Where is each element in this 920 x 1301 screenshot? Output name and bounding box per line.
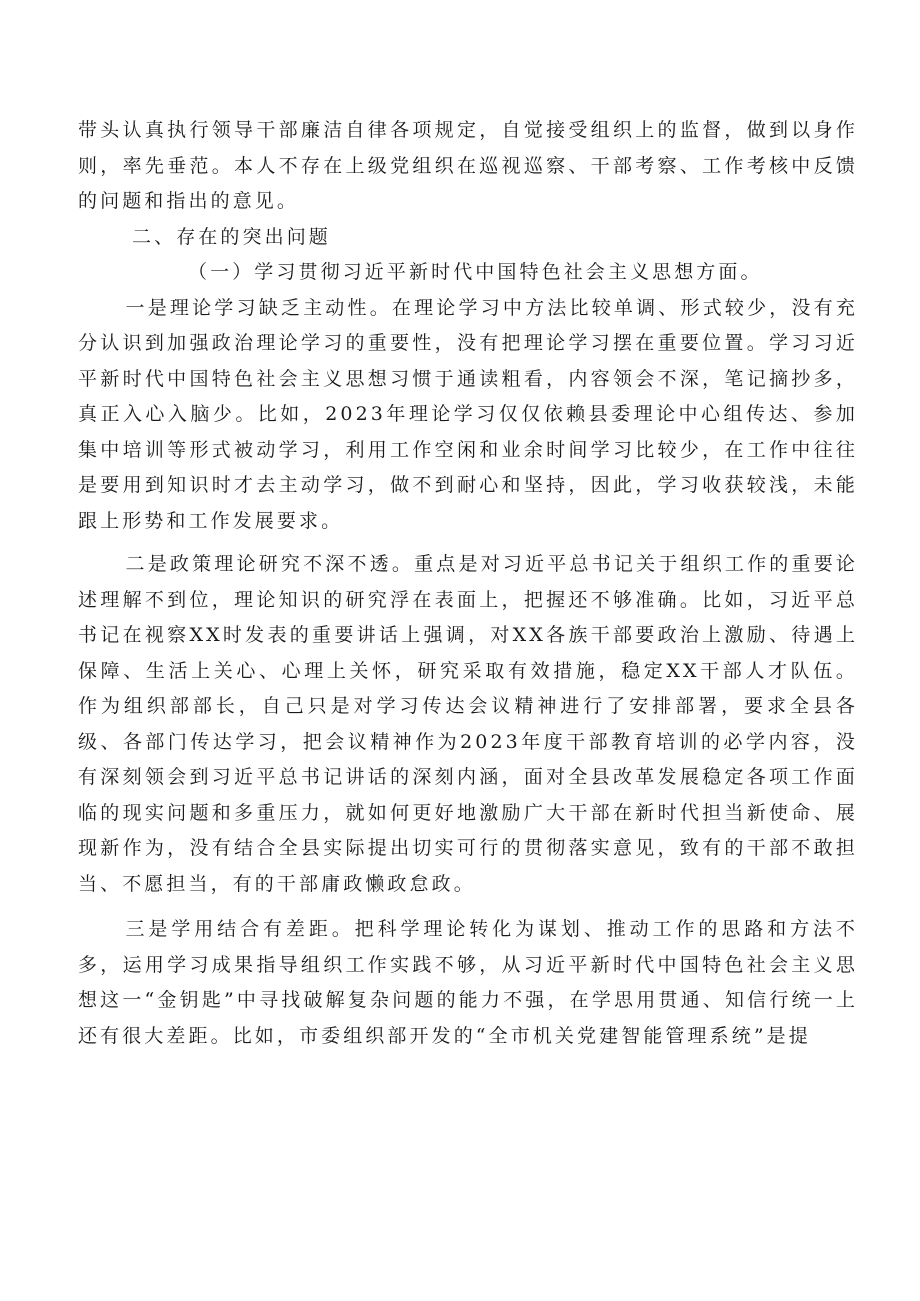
paragraph-learning-application: 三是学用结合有差距。把科学理论转化为谋划、推动工作的思路和方法不多，运用学习成果指导组织工作实践不够，从习近平新时代中国特色社会主义思想这一“金钥匙”中寻找破解复杂问题的能力不强，在学思用贯通、知信行统一上还有很大差距。比如，市委组织部开发的“全市机关党建智能管理系统”是提 (78, 918, 858, 1047)
continuation-paragraph: 带头认真执行领导干部廉洁自律各项规定，自觉接受组织上的监督，做到以身作则，率先垂范。本人不存在上级党组织在巡视巡察、干部考察、工作考核中反馈的问题和指出的意见。 (78, 119, 858, 212)
paragraph-spacer (78, 539, 858, 547)
paragraph-spacer (78, 902, 858, 912)
subsection-heading: （一）学习贯彻习近平新时代中国特色社会主义思想方面。 (188, 261, 763, 283)
paragraph-theory-study: 一是理论学习缺乏主动性。在理论学习中方法比较单调、形式较少，没有充分认识到加强政治理论学习的重要性，没有把理论学习摆在重要位置。学习习近平新时代中国特色社会主义思想习惯于通读粗看，内容领会不深，笔记摘抄多，真正入心入脑少。比如，2023年理论学习仅仅依赖县委理论中心组传达、参加集中培训等形式被动学习，利用工作空闲和业余时间学习比较少，在工作中往往是要用到知识时才去主动学习，做不到耐心和坚持，因此，学习收获较浅，未能跟上形势和工作发展要求。 (78, 296, 858, 532)
document-body (78, 113, 858, 1054)
section-heading: 二、存在的突出问题 (132, 225, 331, 248)
paragraph-policy-research: 二是政策理论研究不深不透。重点是对习近平总书记关于组织工作的重要论述理解不到位，理论知识的研究浮在表面上，把握还不够准确。比如，习近平总书记在视察XX时发表的重要讲话上强调，对XX各族干部要政治上激励、待遇上保障、生活上关心、心理上关怀，研究采取有效措施，稳定XX干部人才队伍。作为组织部部长，自己只是对学习传达会议精神进行了安排部署，要求全县各级、各部门传达学习，把会议精神作为2023年度干部教育培训的必学内容，没有深刻领会到习近平总书记讲话的深刻内涵，面对全县改革发展稳定各项工作面临的现实问题和多重压力，就如何更好地激励广大干部在新时代担当新使命、展现新作为，没有结合全县实际提出切实可行的贯彻落实意见，致有的干部不敢担当、不愿担当，有的干部庸政懒政怠政。 (78, 553, 858, 895)
